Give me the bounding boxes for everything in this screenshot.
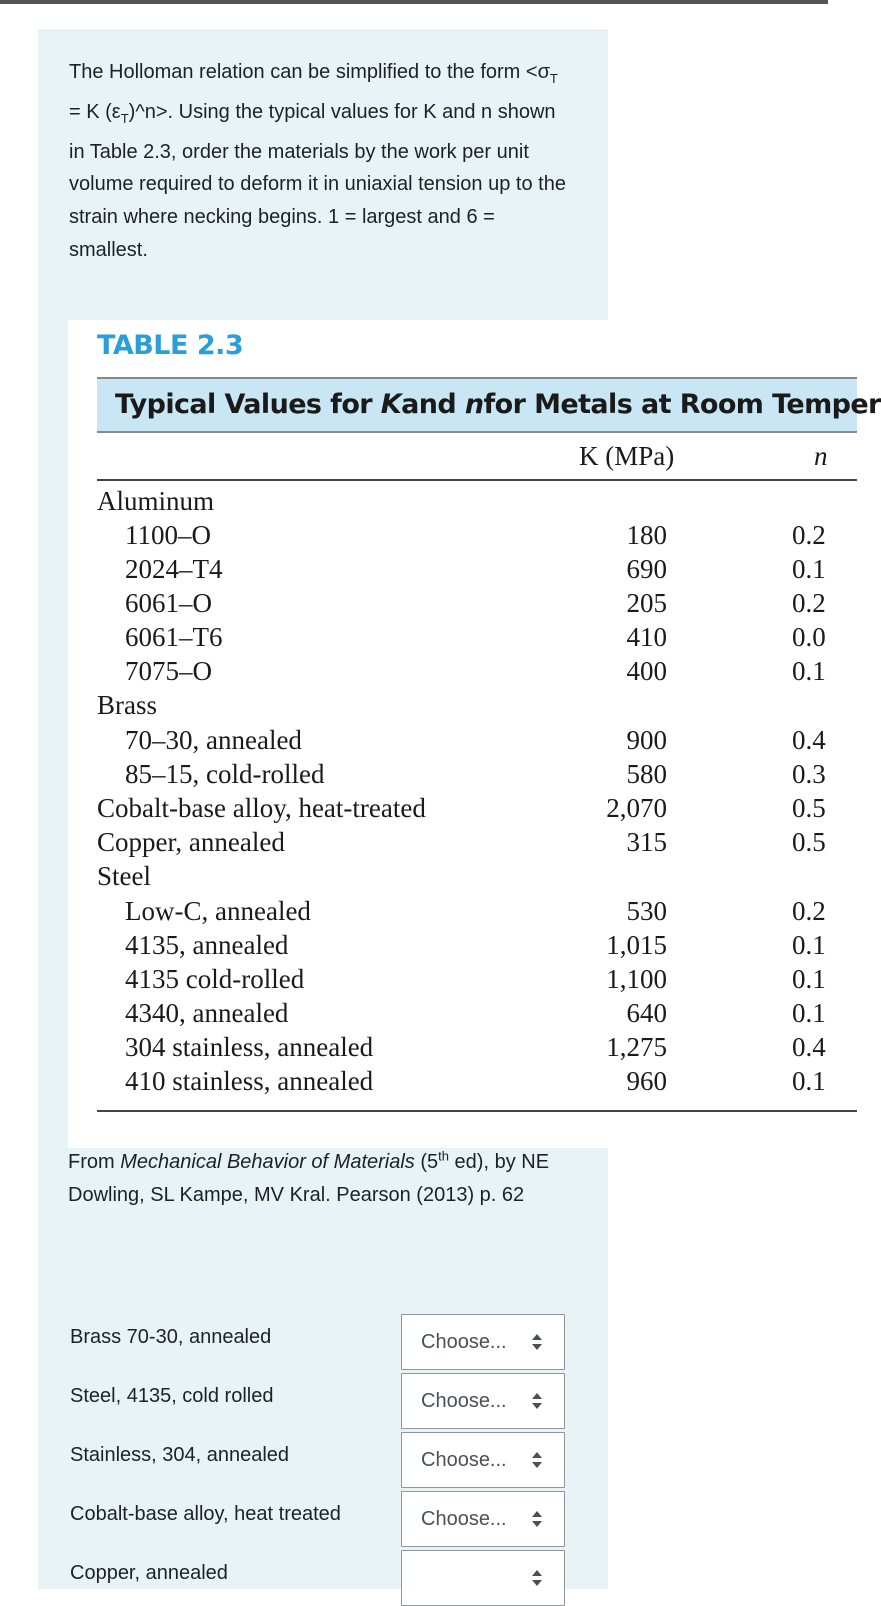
row-material: 1100–O	[125, 520, 211, 550]
match-list	[38, 0, 608, 1584]
row-material: 6061–O	[125, 588, 212, 618]
row-k-value: 640	[626, 998, 667, 1028]
rank-select-value: Choose...	[421, 1449, 507, 1471]
row-k-value: 1,015	[606, 930, 667, 960]
row-k-value: 400	[626, 656, 667, 686]
table-title: Typical Values for Kand nfor Metals at Room Temper	[115, 389, 881, 420]
match-label: Brass 70-30, annealed	[70, 1326, 272, 1348]
row-k-value: 690	[626, 554, 667, 584]
rank-select[interactable]	[401, 1373, 565, 1429]
match-row	[38, 1491, 608, 1547]
row-k-value: 960	[626, 1066, 667, 1096]
match-row	[38, 1314, 608, 1370]
row-material: 4135, annealed	[125, 930, 289, 960]
row-k-value: 1,100	[606, 964, 667, 994]
rank-select[interactable]	[401, 1491, 565, 1547]
source-citation: From Mechanical Behavior of Materials (5th ed), by NE Dowling, SL Kampe, MV Kral. Pearson (2013) p. 62	[68, 1148, 550, 1206]
row-material: 85–15, cold-rolled	[125, 759, 325, 789]
row-n-value: 0.2	[792, 896, 826, 926]
up-down-arrows-icon	[531, 1509, 543, 1529]
match-label: Steel, 4135, cold rolled	[70, 1385, 274, 1407]
row-material: 304 stainless, annealed	[125, 1032, 374, 1062]
row-material: 4135 cold-rolled	[125, 964, 305, 994]
match-label: Copper, annealed	[70, 1562, 228, 1584]
row-material: 70–30, annealed	[125, 725, 302, 755]
row-n-value: 0.0	[792, 622, 826, 652]
row-k-value: 205	[626, 588, 667, 618]
match-label: Stainless, 304, annealed	[70, 1444, 290, 1466]
row-material: Low-C, annealed	[125, 896, 311, 926]
row-n-value: 0.1	[792, 656, 826, 686]
row-n-value: 0.1	[792, 964, 826, 994]
row-n-value: 0.4	[792, 1032, 826, 1062]
row-n-value: 0.1	[792, 998, 826, 1028]
match-row	[38, 1432, 608, 1488]
rank-select-value: Choose...	[421, 1508, 507, 1530]
row-material: Steel	[97, 861, 151, 891]
row-material: Aluminum	[97, 486, 215, 516]
row-n-value: 0.2	[792, 588, 826, 618]
rank-select[interactable]	[401, 1432, 565, 1488]
table-label: TABLE 2.3	[97, 330, 244, 361]
row-n-value: 0.1	[792, 1066, 826, 1096]
row-material: 7075–O	[125, 656, 212, 686]
match-label: Cobalt-base alloy, heat treated	[70, 1503, 341, 1525]
rank-select-value: Choose...	[421, 1390, 507, 1412]
row-material: 410 stainless, annealed	[125, 1066, 374, 1096]
row-k-value: 315	[626, 827, 667, 857]
row-k-value: 410	[626, 622, 667, 652]
row-n-value: 0.5	[792, 827, 826, 857]
row-material: Cobalt-base alloy, heat-treated	[97, 793, 426, 823]
match-row	[38, 1373, 608, 1429]
row-n-value: 0.3	[792, 759, 826, 789]
row-material: 2024–T4	[125, 554, 223, 584]
row-n-value: 0.1	[792, 930, 826, 960]
row-n-value: 0.5	[792, 793, 826, 823]
row-material: Brass	[97, 690, 157, 720]
row-k-value: 2,070	[606, 793, 667, 823]
column-header-n: n	[814, 441, 828, 471]
match-row	[38, 1550, 608, 1606]
rank-select[interactable]	[401, 1314, 565, 1370]
row-k-value: 900	[626, 725, 667, 755]
row-k-value: 580	[626, 759, 667, 789]
row-n-value: 0.2	[792, 520, 826, 550]
up-down-arrows-icon	[531, 1450, 543, 1470]
row-k-value: 1,275	[606, 1032, 667, 1062]
rank-select-value: Choose...	[421, 1331, 507, 1353]
row-material: 4340, annealed	[125, 998, 289, 1028]
row-n-value: 0.1	[792, 554, 826, 584]
up-down-arrows-icon	[531, 1568, 543, 1588]
question-text: The Holloman relation can be simplified to the form $<\sigma_T = K$ $(\varepsilon_T)\^{}n>$. Using the typical values for K and n shown in Table 2.3, order the materials by the work per unit volume required to deform it in uniaxial tension up to the strain where necking begins. 1 = largest and 6 = smallest.	[69, 61, 566, 261]
row-k-value: 530	[626, 896, 667, 926]
row-n-value: 0.4	[792, 725, 826, 755]
up-down-arrows-icon	[531, 1391, 543, 1411]
rank-select[interactable]	[401, 1550, 565, 1606]
column-header-k: K (MPa)	[579, 441, 675, 471]
row-k-value: 180	[626, 520, 667, 550]
row-material: Copper, annealed	[97, 827, 285, 857]
row-material: 6061–T6	[125, 622, 223, 652]
up-down-arrows-icon	[531, 1332, 543, 1352]
